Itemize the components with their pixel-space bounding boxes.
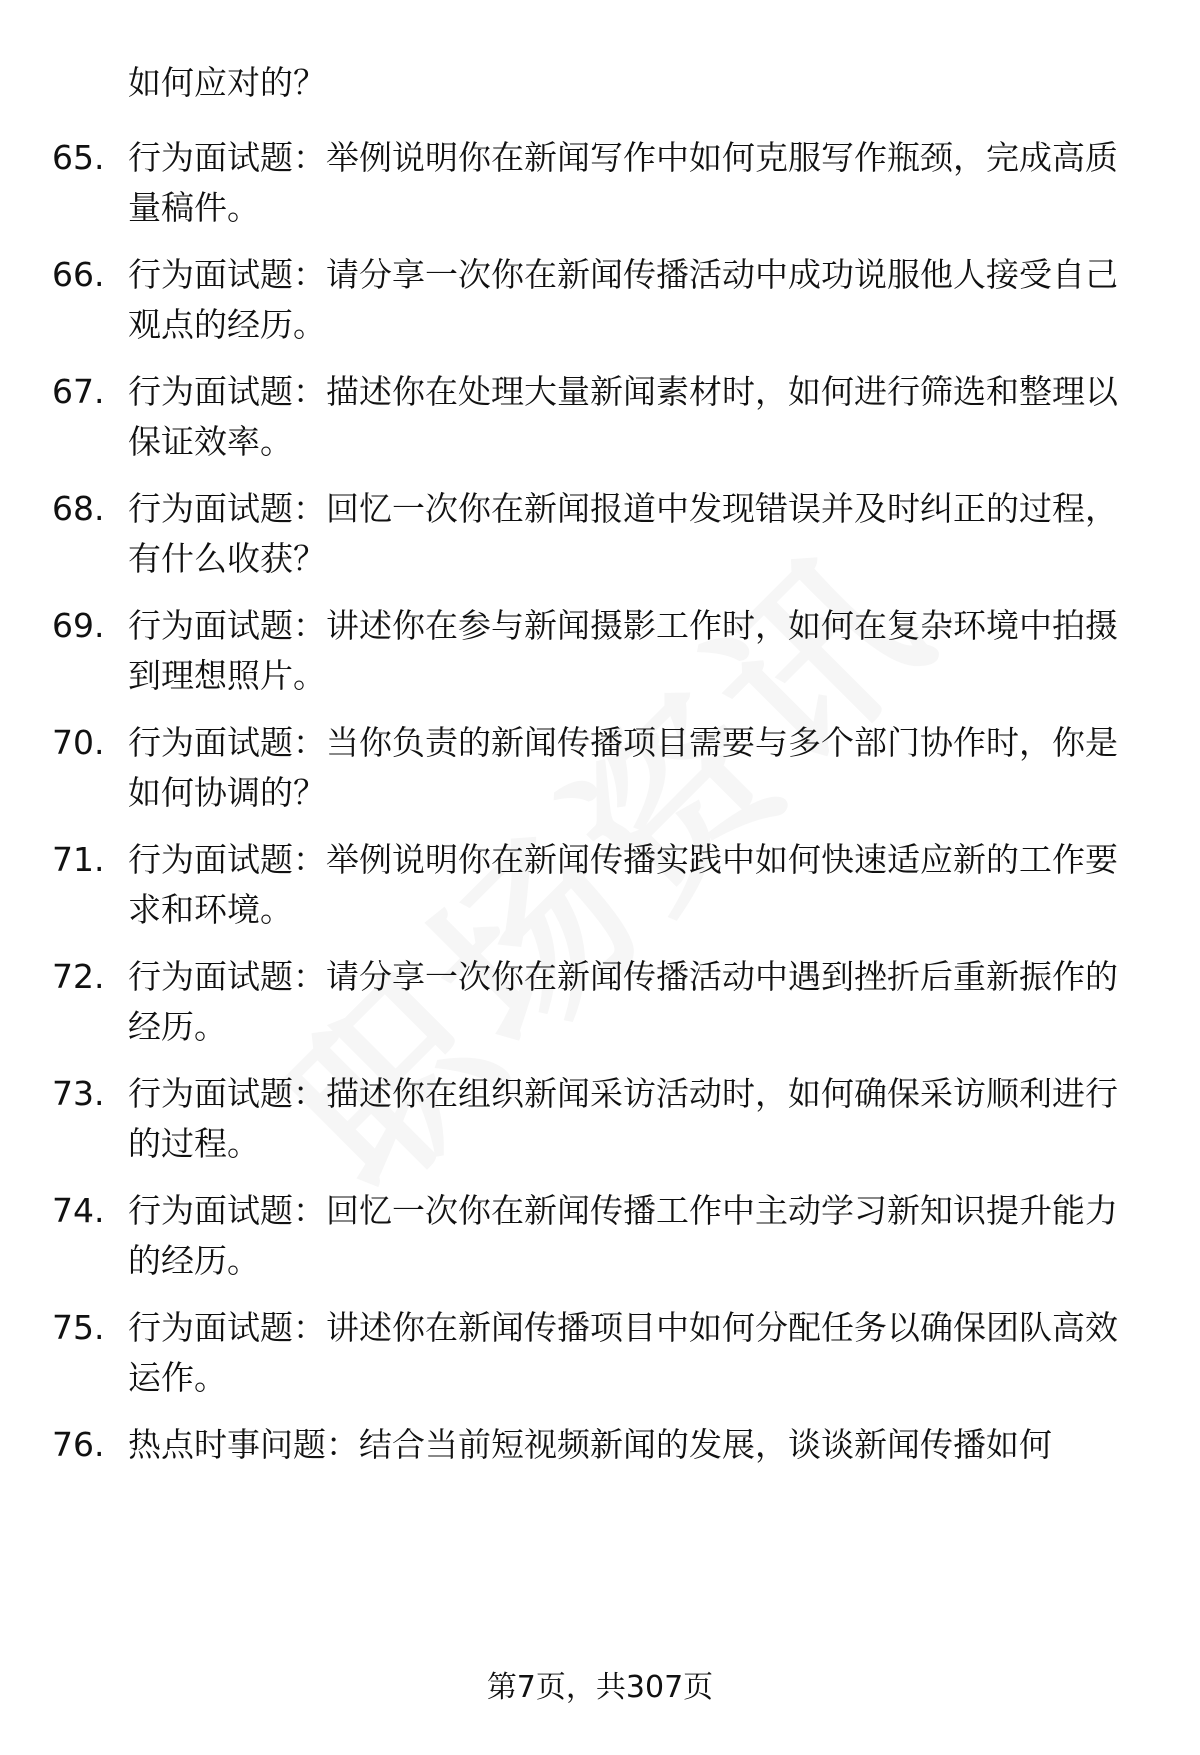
- list-item: [0, 133, 1200, 243]
- question-text: 行为面试题：举例说明你在新闻传播实践中如何快速适应新的工作要求和环境。: [128, 840, 1118, 929]
- list-item: [0, 484, 1200, 594]
- list-item: [0, 367, 1200, 477]
- question-text: 热点时事问题：结合当前短视频新闻的发展，谈谈新闻传播如何: [128, 1425, 1052, 1464]
- question-number: 73.: [52, 1074, 105, 1113]
- question-number: 66.: [52, 255, 105, 294]
- list-item: [0, 835, 1200, 945]
- question-number: 71.: [52, 840, 105, 879]
- question-text: 行为面试题：举例说明你在新闻写作中如何克服写作瓶颈，完成高质量稿件。: [128, 138, 1118, 227]
- list-item: [0, 718, 1200, 828]
- question-text: 行为面试题：回忆一次你在新闻报道中发现错误并及时纠正的过程，有什么收获？: [128, 489, 1118, 578]
- question-text: 行为面试题：回忆一次你在新闻传播工作中主动学习新知识提升能力的经历。: [128, 1191, 1118, 1280]
- question-number: 65.: [52, 138, 105, 177]
- list-item: [0, 952, 1200, 1062]
- page-number-footer: 第7页，共307页: [486, 1670, 714, 1705]
- list-item: [0, 250, 1200, 360]
- list-item: [0, 1069, 1200, 1179]
- list-item: [0, 1303, 1200, 1413]
- question-number: 67.: [52, 372, 105, 411]
- question-number: 68.: [52, 489, 105, 528]
- question-text: 行为面试题：当你负责的新闻传播项目需要与多个部门协作时，你是如何协调的？: [128, 723, 1118, 812]
- question-number: 74.: [52, 1191, 105, 1230]
- question-number: 76.: [52, 1425, 105, 1464]
- question-text: 行为面试题：描述你在组织新闻采访活动时，如何确保采访顺利进行的过程。: [128, 1074, 1118, 1163]
- list-item: [0, 1186, 1200, 1296]
- question-text: 行为面试题：讲述你在新闻传播项目中如何分配任务以确保团队高效运作。: [128, 1308, 1118, 1397]
- question-number: 69.: [52, 606, 105, 645]
- question-text: 行为面试题：描述你在处理大量新闻素材时，如何进行筛选和整理以保证效率。: [128, 372, 1118, 461]
- question-text: 行为面试题：请分享一次你在新闻传播活动中成功说服他人接受自己观点的经历。: [128, 255, 1118, 344]
- question-number: 70.: [52, 723, 105, 762]
- question-text: 行为面试题：讲述你在参与新闻摄影工作时，如何在复杂环境中拍摄到理想照片。: [128, 606, 1118, 695]
- question-number: 75.: [52, 1308, 105, 1347]
- list-item: [0, 1420, 1200, 1480]
- list-item: [0, 601, 1200, 711]
- question-text: 行为面试题：请分享一次你在新闻传播活动中遇到挫折后重新振作的经历。: [128, 957, 1118, 1046]
- question-number: 72.: [52, 957, 105, 996]
- continued-question-text: 如何应对的？: [128, 63, 326, 102]
